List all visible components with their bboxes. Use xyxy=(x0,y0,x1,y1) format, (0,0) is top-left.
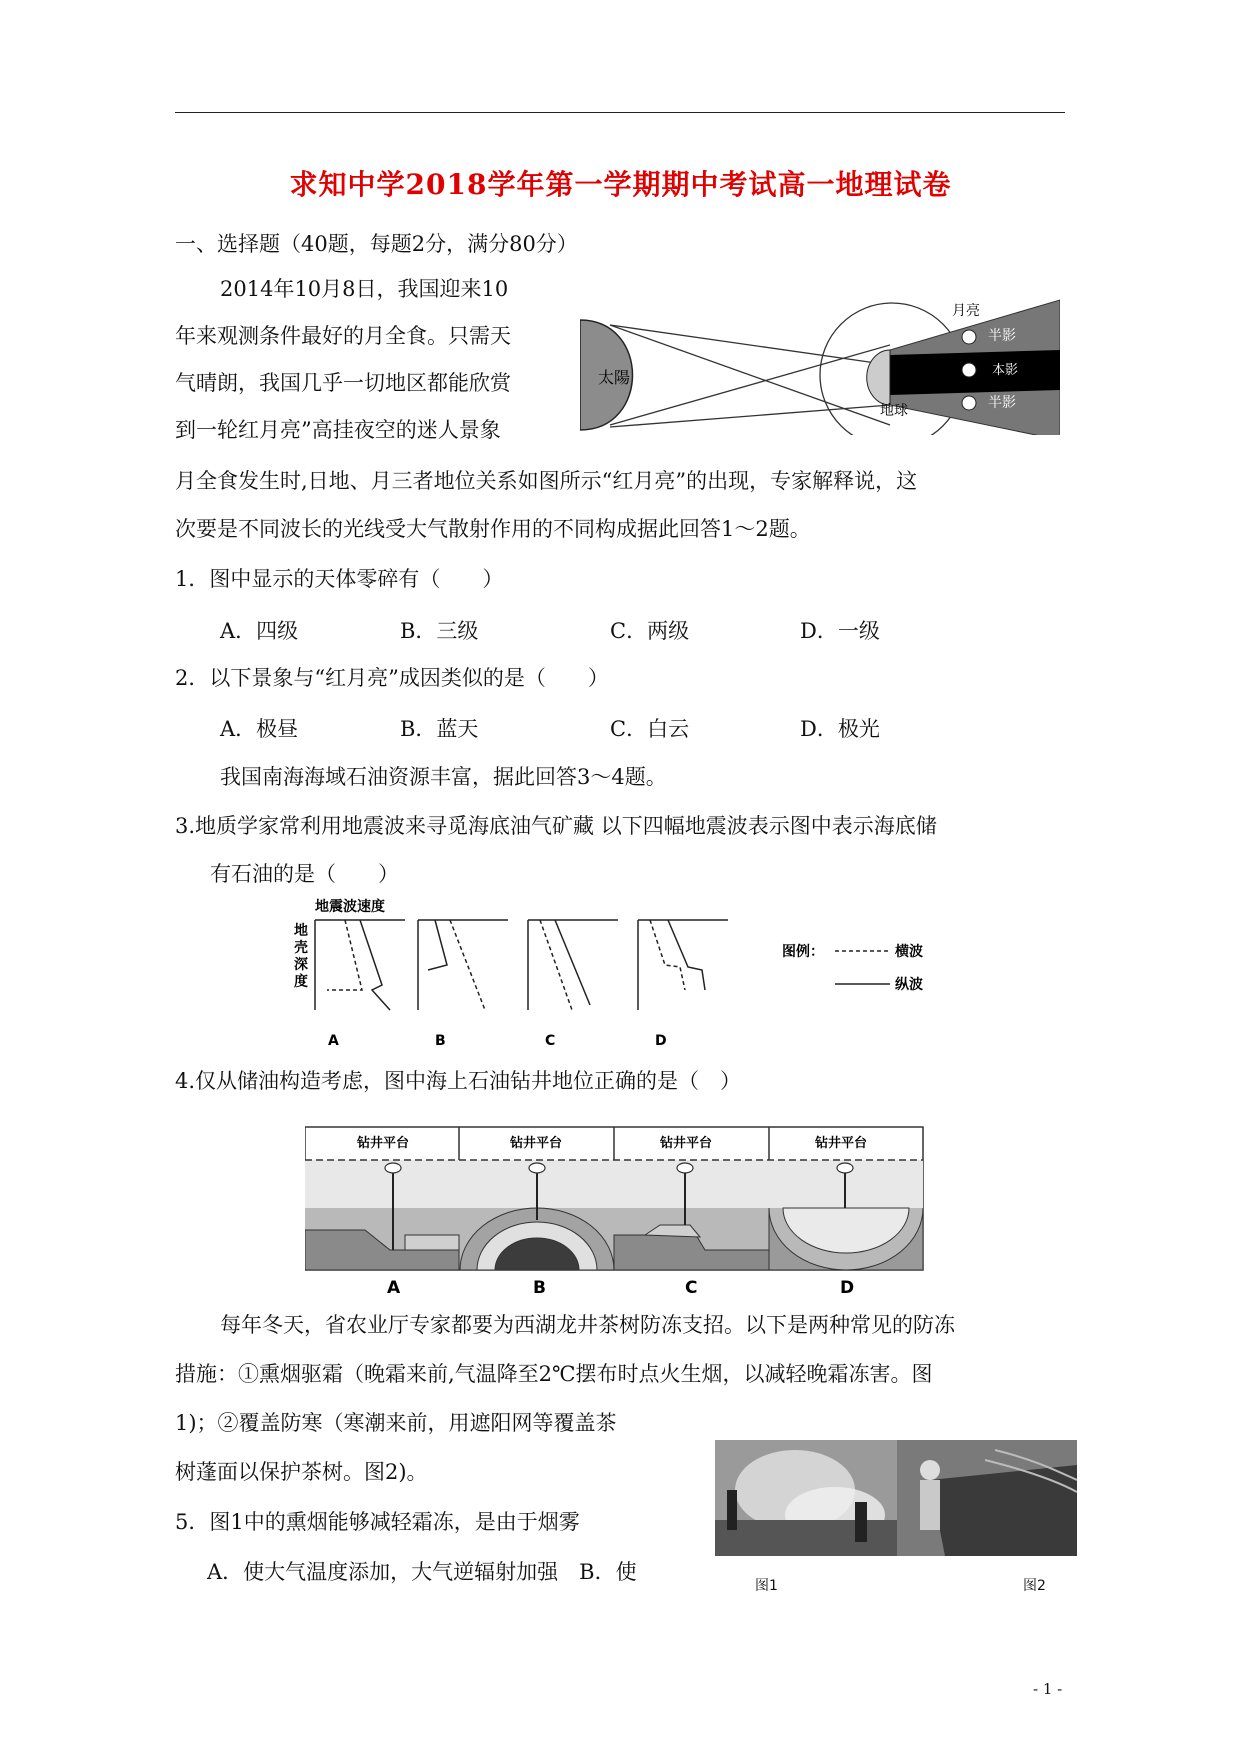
seismic-y-label: 地 xyxy=(294,923,308,939)
platform-label: 钻井平台 xyxy=(357,1136,410,1151)
legend-p-label: 纵波 xyxy=(895,977,923,993)
intro3-line: 措施：①熏烟驱霜（晚霜来前,气温降至2℃摆布时点火生烟，以减轻晚霜冻害。图 xyxy=(175,1362,933,1386)
intro1-line: 2014年10月8日，我国迎来10 xyxy=(220,277,509,301)
q2-option-b: B．蓝天 xyxy=(400,717,479,741)
drill-panel-label: A xyxy=(387,1278,401,1298)
q2-option-a: A．极昼 xyxy=(220,717,299,741)
q1-option-a: A．四级 xyxy=(220,619,299,643)
q3-stem-line2: 有石油的是（ ） xyxy=(210,862,399,886)
seismic-panel-c xyxy=(528,920,618,1010)
q5-stem: 5．图1中的熏烟能够减轻霜冻，是由于烟雾 xyxy=(175,1510,580,1534)
moon-label: 月亮 xyxy=(952,303,980,319)
page-number: - 1 - xyxy=(1033,1680,1063,1698)
drill-panel-label: B xyxy=(533,1278,546,1298)
q1-option-d: D．一级 xyxy=(800,619,880,643)
intro1-line: 月全食发生时,日地、月三者地位关系如图所示“红月亮”的出现，专家解释说，这 xyxy=(175,469,918,493)
intro3-line: 1)；②覆盖防寒（寒潮来前，用遮阳网等覆盖茶 xyxy=(175,1411,617,1435)
q1-option-b: B．三级 xyxy=(400,619,479,643)
platform-label: 钻井平台 xyxy=(510,1136,563,1151)
earth-shape xyxy=(867,350,890,405)
section-heading: 一、选择题（40题，每题2分，满分80分） xyxy=(175,232,578,256)
intro2: 我国南海海域石油资源丰富，据此回答3～4题。 xyxy=(220,765,667,789)
platform-icon xyxy=(837,1163,853,1173)
q3-stem-line1: 3.地质学家常利用地震波来寻觅海底油气矿藏 以下四幅地震波表示图中表示海底储 xyxy=(175,814,937,838)
figure-photos xyxy=(715,1440,1077,1556)
platform-label: 钻井平台 xyxy=(660,1136,713,1151)
intro1-line: 到一轮红月亮”高挂夜空的迷人景象 xyxy=(175,418,501,442)
q5-options-ab: A．使大气温度添加，大气逆辐射加强 B．使 xyxy=(207,1560,637,1584)
drilling-diagram xyxy=(305,1125,925,1300)
q2-option-c: C．白云 xyxy=(610,717,690,741)
drill-panel-label: C xyxy=(685,1278,698,1298)
platform-label: 钻井平台 xyxy=(815,1136,868,1151)
umbra-label: 本影 xyxy=(992,363,1019,378)
sun-label: 太陽 xyxy=(598,368,631,387)
seismic-x-label: 地震波速度 xyxy=(315,899,385,915)
seismic-y-label: 度 xyxy=(294,974,308,990)
drill-panel-label: D xyxy=(840,1278,855,1298)
seismic-panel-label: B xyxy=(435,1033,446,1049)
legend-title: 图例： xyxy=(782,944,824,960)
q2-option-d: D．极光 xyxy=(800,717,880,741)
penumbra-label-top: 半影 xyxy=(988,328,1016,344)
light-rays xyxy=(610,325,890,427)
intro3-line: 每年冬天，省农业厅专家都要为西湖龙井茶树防冻支招。以下是两种常见的防冻 xyxy=(220,1313,955,1337)
earth-label: 地球 xyxy=(880,403,908,419)
moon-2 xyxy=(962,363,976,377)
intro1-line: 次要是不同波长的光线受大气散射作用的不同构成据此回答1～2题。 xyxy=(175,517,811,541)
seismic-panel-b xyxy=(418,920,508,1010)
fig2-caption: 图2 xyxy=(1023,1578,1046,1594)
platform-icon xyxy=(529,1163,545,1173)
intro1-line: 气晴朗，我国几乎一切地区都能欣赏 xyxy=(175,371,511,395)
seismic-panel-a xyxy=(315,920,405,1010)
q1-option-c: C．两级 xyxy=(610,619,690,643)
seismic-panel-d xyxy=(638,920,728,1010)
intro1-line: 年来观测条件最好的月全食。只需天 xyxy=(175,324,511,348)
moon-3 xyxy=(962,396,976,410)
fig1-caption: 图1 xyxy=(755,1578,778,1594)
seismic-panel-label: C xyxy=(545,1033,556,1049)
eclipse-diagram xyxy=(580,255,1060,435)
penumbra-label-bottom: 半影 xyxy=(988,395,1016,411)
seismic-panel-label: D xyxy=(655,1033,667,1049)
intro3-line: 树蓬面以保护茶树。图2)。 xyxy=(175,1460,428,1484)
header-rule xyxy=(175,112,1065,113)
seismic-y-label: 深 xyxy=(294,957,308,973)
q2-stem: 2．以下景象与“红月亮”成因类似的是（ ） xyxy=(175,666,609,690)
platform-icon xyxy=(385,1163,401,1173)
moon-1 xyxy=(962,330,976,344)
seismic-panel-label: A xyxy=(328,1033,339,1049)
q1-stem: 1．图中显示的天体零碎有（ ） xyxy=(175,567,504,591)
seismic-wave-diagram xyxy=(290,895,950,1060)
legend-s-label: 横波 xyxy=(895,944,923,960)
exam-title: 求知中学2018学年第一学期期中考试高一地理试卷 xyxy=(289,168,952,201)
q4-stem: 4.仅从储油构造考虑，图中海上石油钻井地位正确的是（ ） xyxy=(175,1069,742,1093)
seismic-y-label: 壳 xyxy=(294,940,308,956)
platform-icon xyxy=(677,1163,693,1173)
